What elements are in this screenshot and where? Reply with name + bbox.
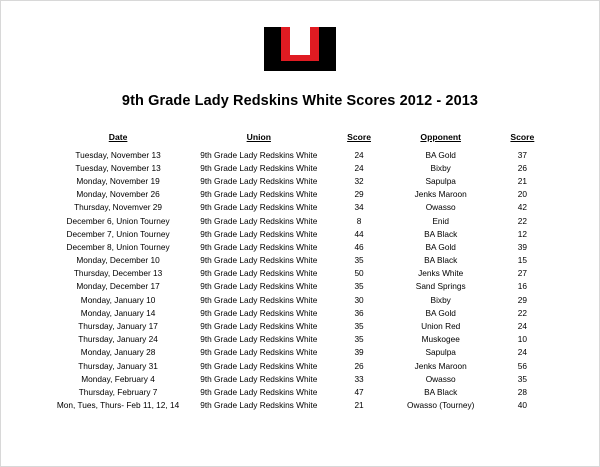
cell-union: 9th Grade Lady Redskins White (200, 400, 318, 411)
cell-date: Monday, December 17 (76, 281, 160, 292)
cell-date: Monday, January 28 (80, 347, 156, 358)
cell-union: 9th Grade Lady Redskins White (200, 373, 318, 384)
cell-score: 34 (354, 202, 364, 213)
cell-union: 9th Grade Lady Redskins White (200, 215, 318, 226)
table-row (50, 319, 550, 332)
cell-opponent: BA Black (424, 386, 458, 397)
cell-score: 33 (354, 373, 364, 384)
table-row (50, 359, 550, 372)
cell-date: December 7, Union Tourney (66, 228, 170, 239)
cell-opponent-score: 42 (517, 202, 527, 213)
table-header-row (50, 131, 550, 148)
scores-table (50, 131, 550, 412)
cell-score: 24 (354, 162, 364, 173)
cell-date: Monday, January 10 (80, 294, 156, 305)
table-row (50, 293, 550, 306)
cell-score: 36 (354, 307, 364, 318)
cell-opponent: Sapulpa (425, 347, 456, 358)
cell-score: 21 (354, 400, 364, 411)
cell-opponent-score: 26 (517, 162, 527, 173)
table-row (50, 227, 550, 240)
cell-score: 35 (354, 321, 364, 332)
cell-score: 44 (354, 228, 364, 239)
cell-date: Mon, Tues, Thurs- Feb 11, 12, 14 (56, 400, 180, 411)
cell-opponent-score: 40 (517, 400, 527, 411)
cell-score: 35 (354, 334, 364, 345)
table-row (50, 372, 550, 385)
cell-date: Thursday, January 31 (78, 360, 158, 371)
logo-bottom-bar (264, 61, 336, 71)
cell-union: 9th Grade Lady Redskins White (200, 268, 318, 279)
cell-union: 9th Grade Lady Redskins White (200, 149, 318, 160)
table-body (50, 148, 550, 412)
cell-opponent-score: 37 (517, 149, 527, 160)
cell-score: 47 (354, 386, 364, 397)
cell-opponent-score: 35 (517, 373, 527, 384)
table-row (50, 399, 550, 412)
cell-opponent: Bixby (430, 294, 451, 305)
cell-date: Monday, December 10 (76, 255, 160, 266)
cell-opponent: Sand Springs (415, 281, 466, 292)
cell-score: 26 (354, 360, 364, 371)
page-title: 9th Grade Lady Redskins White Scores 2012 - 2013 (121, 93, 479, 109)
cell-opponent: BA Gold (425, 307, 456, 318)
cell-date: Tuesday, November 13 (75, 162, 161, 173)
cell-date: Thursday, February 7 (78, 386, 158, 397)
cell-date: December 8, Union Tourney (66, 241, 170, 252)
cell-union: 9th Grade Lady Redskins White (200, 228, 318, 239)
cell-union: 9th Grade Lady Redskins White (200, 334, 318, 345)
logo-right-bar (319, 27, 336, 61)
cell-score: 29 (354, 189, 364, 200)
cell-date: Monday, February 4 (81, 373, 155, 384)
cell-opponent: Owasso (425, 373, 456, 384)
cell-union: 9th Grade Lady Redskins White (200, 241, 318, 252)
cell-date: Monday, November 19 (76, 175, 160, 186)
cell-opponent-score: 28 (517, 386, 527, 397)
logo-left-bar (264, 27, 281, 61)
cell-date: Thursday, January 24 (78, 334, 158, 345)
cell-score: 30 (354, 294, 364, 305)
cell-union: 9th Grade Lady Redskins White (200, 360, 318, 371)
column-header-opponent: Opponent (420, 132, 461, 142)
cell-union: 9th Grade Lady Redskins White (200, 307, 318, 318)
table-row (50, 201, 550, 214)
cell-score: 32 (354, 175, 364, 186)
cell-opponent-score: 21 (517, 175, 527, 186)
cell-score: 46 (354, 241, 364, 252)
cell-opponent: Bixby (430, 162, 451, 173)
cell-score: 39 (354, 347, 364, 358)
cell-score: 50 (354, 268, 364, 279)
cell-union: 9th Grade Lady Redskins White (200, 162, 318, 173)
cell-opponent-score: 29 (517, 294, 527, 305)
cell-opponent-score: 56 (517, 360, 527, 371)
cell-opponent: Jenks Maroon (414, 189, 467, 200)
cell-opponent-score: 22 (517, 307, 527, 318)
cell-opponent-score: 22 (517, 215, 527, 226)
table-row (50, 214, 550, 227)
cell-score: 24 (354, 149, 364, 160)
cell-opponent: Enid (432, 215, 449, 226)
cell-opponent-score: 24 (517, 347, 527, 358)
cell-score: 8 (356, 215, 362, 226)
column-header-score: Score (347, 132, 371, 142)
cell-union: 9th Grade Lady Redskins White (200, 202, 318, 213)
cell-opponent: BA Gold (425, 241, 456, 252)
table-row (50, 267, 550, 280)
column-header-date: Date (108, 132, 128, 142)
table-row (50, 254, 550, 267)
cell-date: Thursday, December 13 (73, 268, 163, 279)
cell-opponent: Union Red (421, 321, 461, 332)
cell-opponent-score: 15 (517, 255, 527, 266)
cell-opponent-score: 24 (517, 321, 527, 332)
table-row (50, 174, 550, 187)
cell-opponent: Sapulpa (425, 175, 456, 186)
column-header-opponent-score: Score (510, 132, 535, 142)
cell-opponent-score: 39 (517, 241, 527, 252)
cell-union: 9th Grade Lady Redskins White (200, 294, 318, 305)
cell-opponent: Owasso (425, 202, 456, 213)
table-row (50, 188, 550, 201)
table-row (50, 306, 550, 319)
cell-date: December 6, Union Tourney (66, 215, 170, 226)
column-header-union: Union (246, 132, 271, 142)
cell-score: 35 (354, 255, 364, 266)
cell-opponent: Jenks Maroon (414, 360, 467, 371)
cell-date: Monday, January 14 (80, 307, 156, 318)
table-row (50, 385, 550, 398)
cell-union: 9th Grade Lady Redskins White (200, 281, 318, 292)
cell-date: Thursday, January 17 (78, 321, 158, 332)
cell-date: Thursday, Novemver 29 (74, 202, 163, 213)
cell-union: 9th Grade Lady Redskins White (200, 255, 318, 266)
cell-opponent: BA Black (424, 255, 458, 266)
team-logo (264, 27, 336, 71)
table-row (50, 161, 550, 174)
cell-opponent-score: 10 (517, 334, 527, 345)
cell-union: 9th Grade Lady Redskins White (200, 321, 318, 332)
miami-u-logo-icon (264, 27, 336, 71)
logo-white-notch (290, 27, 310, 55)
cell-opponent-score: 27 (517, 268, 527, 279)
table-row (50, 333, 550, 346)
cell-opponent-score: 12 (517, 228, 527, 239)
cell-score: 35 (354, 281, 364, 292)
cell-opponent: Owasso (Tourney) (407, 400, 475, 411)
table-row (50, 346, 550, 359)
cell-opponent-score: 20 (517, 189, 527, 200)
cell-date: Tuesday, November 13 (75, 149, 161, 160)
table-row (50, 240, 550, 253)
table-row (50, 148, 550, 161)
cell-opponent-score: 16 (517, 281, 527, 292)
cell-union: 9th Grade Lady Redskins White (200, 189, 318, 200)
cell-date: Monday, November 26 (76, 189, 160, 200)
cell-union: 9th Grade Lady Redskins White (200, 175, 318, 186)
cell-opponent: Muskogee (421, 334, 460, 345)
table-row (50, 280, 550, 293)
cell-opponent: BA Gold (425, 149, 456, 160)
cell-union: 9th Grade Lady Redskins White (200, 386, 318, 397)
cell-opponent: BA Black (424, 228, 458, 239)
cell-opponent: Jenks White (418, 268, 464, 279)
cell-union: 9th Grade Lady Redskins White (200, 347, 318, 358)
